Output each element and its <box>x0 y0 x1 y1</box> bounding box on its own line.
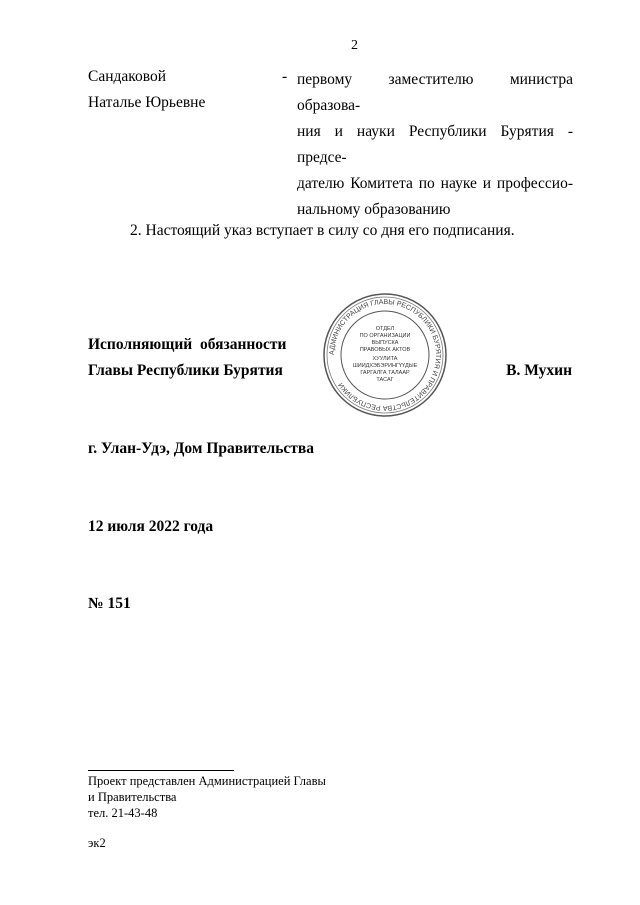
signature-title-line-1: Исполняющий обязанности <box>88 336 287 353</box>
svg-text:ВЫПУСКА: ВЫПУСКА <box>371 340 399 346</box>
svg-text:ОТДЕЛ: ОТДЕЛ <box>375 326 395 332</box>
signatory-name: В. Мухин <box>506 362 572 379</box>
svg-text:ГАРГАЛГА ТАЛААР: ГАРГАЛГА ТАЛААР <box>360 370 410 376</box>
svg-text:ПО ОРГАНИЗАЦИИ: ПО ОРГАНИЗАЦИИ <box>359 333 411 339</box>
footnote-line-1: Проект представлен Администрацией Главы <box>88 774 326 788</box>
clause-2: 2. Настоящий указ вступает в силу со дня его подписания. <box>130 222 515 239</box>
svg-text:ПРАВОВЫХ АКТОВ: ПРАВОВЫХ АКТОВ <box>359 347 411 353</box>
position-line: ния и науки Республики Бурятия - предсе- <box>297 123 573 166</box>
date: 12 июля 2022 года <box>88 518 214 535</box>
signature-title-line-2: Главы Республики Бурятия <box>88 362 283 379</box>
footnote-line-2: и Правительства <box>88 790 177 804</box>
svg-text:ТАСАГ: ТАСАГ <box>376 377 394 383</box>
official-seal <box>322 292 448 418</box>
position-line: дателю Комитета по науке и профессио- <box>297 175 573 192</box>
appointee-position <box>297 67 573 223</box>
appointee-name-line-2: Наталье Юрьевне <box>88 94 206 111</box>
position-line: нальному образованию <box>297 201 451 218</box>
footnote-phone: тел. 21-43-48 <box>88 806 158 820</box>
page-number: 2 <box>351 38 358 53</box>
appointee-dash: - <box>282 68 288 85</box>
decree-number: № 151 <box>88 595 131 612</box>
footnote-code: эк2 <box>88 836 106 850</box>
position-line: первому заместителю министра образова- <box>297 71 573 114</box>
svg-text:АДМИНИСТРАЦИЯ ГЛАВЫ РЕСПУБЛИКИ: АДМИНИСТРАЦИЯ ГЛАВЫ РЕСПУБЛИКИ БУРЯТИЯ И ПРАВИТЕЛЬСТВА РЕСПУБЛИКИ <box>328 298 442 412</box>
place: г. Улан-Удэ, Дом Правительства <box>88 440 315 457</box>
svg-text:ШИИДХЭБЭРИНГҮҮДЫЕ: ШИИДХЭБЭРИНГҮҮДЫЕ <box>352 363 418 369</box>
footnote-divider <box>88 770 234 771</box>
appointee-name-line-1: Сандаковой <box>88 68 167 85</box>
svg-text:ХУУЛИТА: ХУУЛИТА <box>372 356 398 362</box>
